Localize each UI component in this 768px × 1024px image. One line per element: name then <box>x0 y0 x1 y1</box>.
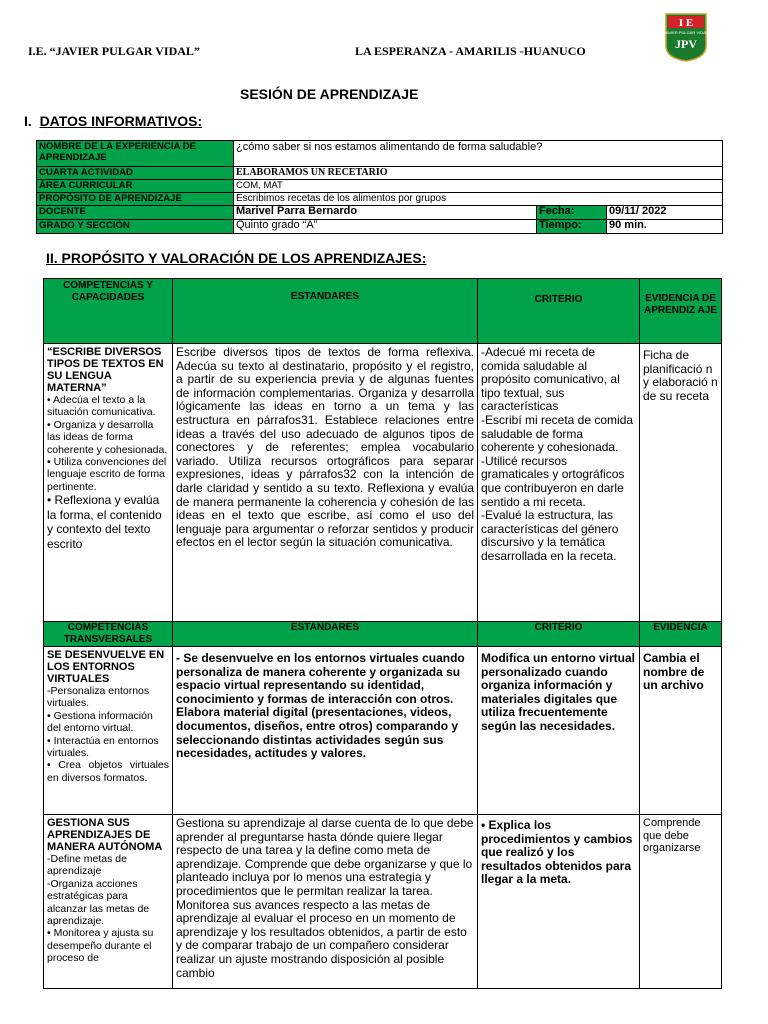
header-evidencia-2: EVIDENCIA <box>640 622 722 647</box>
capacidad-item: • Monitorea y ajusta su desempeño durante el proceso de <box>47 927 154 965</box>
criterio-item: -Escribí mi receta de comida saludable de forma coherente y cohesionada. <box>481 412 634 455</box>
competencia-name: “ESCRIBE DIVERSOS TIPOS DE TEXTOS EN SU LENGUA MATERNA” <box>47 346 164 394</box>
capacidad-item: • Adecúa el texto a la situación comunicativa. <box>47 394 156 419</box>
tiempo-label: Tiempo: <box>537 220 607 234</box>
capacidad-item: -Organiza acciones estratégicas para alcanzar las metas de aprendizaje. <box>47 877 150 928</box>
svg-text:JPV: JPV <box>675 37 697 51</box>
criterio-item: -Adecué mi receta de comida saludable al propósito comunicativo, al tipo textual, sus características <box>481 345 620 414</box>
school-location: LA ESPERANZA - AMARILIS -HUANUCO <box>355 44 586 58</box>
fecha-label: Fecha: <box>537 206 607 220</box>
competencia-virtual <box>44 647 173 815</box>
competencia-escribe <box>44 344 173 622</box>
header-criterio-2: CRITERIO <box>478 622 640 647</box>
evidencia-autonoma: Comprende que debe organizarse <box>640 815 722 989</box>
docente-label: DOCENTE <box>37 206 234 220</box>
docente-value: Marivel Parra Bernardo <box>234 206 537 220</box>
estandar-autonoma: Gestiona su aprendizaje al darse cuenta de lo que debe aprender al preguntarse hasta dónde quiere llegar respecto de una tarea y la define como meta de aprendizaje. Comprende que debe organizarse y que lo planteado incluya por lo menos una estrategia y procedimientos que le permitan realizar la tarea. Monitorea sus avances respecto a las metas de aprendizaje al evaluar el proceso en un momento de aprendizaje y los resultados obtenidos, a partir de esto y de comparar trabajo de un compañero considerar realizar un ajuste mostrando disposición al posible cambio <box>173 815 478 989</box>
tiempo-value: 90 min. <box>607 220 723 234</box>
capacidad-item: • Gestiona información del entorno virtual. <box>47 709 153 735</box>
criterio-item: -Utilicé recursos gramaticales y ortográficos que contribuyeron en darle sentido a mi receta. <box>481 453 625 509</box>
section-1-number: I. <box>24 113 32 129</box>
actividad-value: ELABORAMOS UN RECETARIO <box>234 167 723 180</box>
criterio-virtual: Modifica un entorno virtual personalizado cuando organiza información y materiales digitales que utiliza frecuentemente según las necesidades. <box>478 647 640 815</box>
competencia-name: GESTIONA SUS APRENDIZAJES DE MANERA AUTÓNOMA <box>47 817 163 853</box>
page-title: SESIÓN DE APRENDIZAJE <box>240 86 419 102</box>
experiencia-label: NOMBRE DE LA EXPERIENCIA DE APRENDIZAJE <box>37 141 234 167</box>
header-criterio: CRITERIO <box>478 279 640 344</box>
grado-value: Quinto grado “A” <box>234 220 537 234</box>
school-name: I.E. “JAVIER PULGAR VIDAL” <box>28 44 200 58</box>
grado-label: GRADO Y SECCIÓN <box>37 220 234 234</box>
svg-text:JAVIER PULGAR VIDAL: JAVIER PULGAR VIDAL <box>664 30 708 35</box>
proposito-label: PROPÓSITO DE APRENDIZAJE <box>37 193 234 206</box>
criterio-autonoma: • Explica los procedimientos y cambios que realizó y los resultados obtenidos para llegar a la meta. <box>478 815 640 989</box>
criterio-item: -Evalué la estructura, las características del género discursivo y la temática desarrollada en la receta. <box>481 508 619 563</box>
capacidad-item: • Organiza y desarrolla las ideas de forma coherente y cohesionada. <box>47 418 168 456</box>
info-table <box>36 140 723 234</box>
section-2-heading: II. PROPÓSITO Y VALORACIÓN DE LOS APRENDIZAJES: <box>46 250 427 266</box>
svg-text:I E: I E <box>678 17 694 29</box>
evidencia-escribe: Ficha de planificació n y elaboració n de su receta <box>640 344 722 622</box>
area-label: ÁREA CURRICULAR <box>37 180 234 193</box>
area-value: COM, MAT <box>234 180 723 193</box>
learning-table <box>43 278 722 989</box>
estandar-escribe: Escribe diversos tipos de textos de forma reflexiva. Adecúa su texto al destinatario, propósito y el registro, a partir de su experiencia previa y de algunas fuentes de información complementarias. Organiza y desarrolla lógicamente las ideas en torno a un tema y las estructura en párrafos31. Establece relaciones entre ideas a través del uso adecuado de algunos tipos de conectores y de referentes; emplea vocabulario variado. Utiliza recursos ortográficos para separar expresiones, ideas y párrafos32 con la intención de darle claridad y sentido a su texto. Reflexiona y evalúa de manera permanente la coherencia y cohesión de las ideas en el texto que escribe, así como el uso del lenguaje para argumentar o reforzar sentidos y producir efectos en el lector según la situación comunicativa. <box>173 344 478 622</box>
capacidad-item: • Reflexiona y evalúa la forma, el contenido y contexto del texto escrito <box>47 493 162 552</box>
evidencia-virtual: Cambia el nombre de un archivo <box>640 647 722 815</box>
header-estandares-2: ESTANDARES <box>173 622 478 647</box>
capacidad-item: • Crea objetos virtuales en diversos formatos. <box>47 759 169 784</box>
capacidad-item: -Define metas de aprendizaje <box>47 853 127 878</box>
experiencia-value: ¿cómo saber si nos estamos alimentando de forma saludable? <box>234 141 723 167</box>
header-estandares: ESTANDARES <box>173 279 478 344</box>
competencia-autonoma <box>44 815 173 989</box>
fecha-value: 09/11/ 2022 <box>607 206 723 220</box>
school-logo <box>664 12 708 62</box>
header-evidencia: EVIDENCIA DE APRENDIZ AJE <box>640 279 722 344</box>
header-transversales: COMPETENCIAS TRANSVERSALES <box>44 622 173 647</box>
section-1-title: DATOS INFORMATIVOS: <box>39 113 203 129</box>
capacidad-item: -Personaliza entornos virtuales. <box>47 685 150 710</box>
criterio-escribe <box>478 344 640 622</box>
header-competencias: COMPETENCIAS Y CAPACIDADES <box>44 279 173 344</box>
proposito-value: Escribimos recetas de los alimentos por grupos <box>234 193 723 206</box>
competencia-name: SE DESENVUELVE EN LOS ENTORNOS VIRTUALES <box>47 649 165 685</box>
estandar-virtual: - Se desenvuelve en los entornos virtuales cuando personaliza de manera coherente y organizada su espacio virtual representando su identidad, conocimiento y formas de interacción con otros. Elabora material digital (presentaciones, videos, documentos, diseños, entre otros) comparando y seleccionando distintas actividades según sus necesidades, actitudes y valores. <box>173 647 478 815</box>
actividad-label: CUARTA ACTIVIDAD <box>37 167 234 180</box>
capacidad-item: • Interactúa en entornos virtuales. <box>47 734 159 760</box>
capacidad-item: • Utiliza convenciones del lenguaje escrito de forma pertinente. <box>47 456 167 493</box>
section-1-heading <box>24 113 202 129</box>
